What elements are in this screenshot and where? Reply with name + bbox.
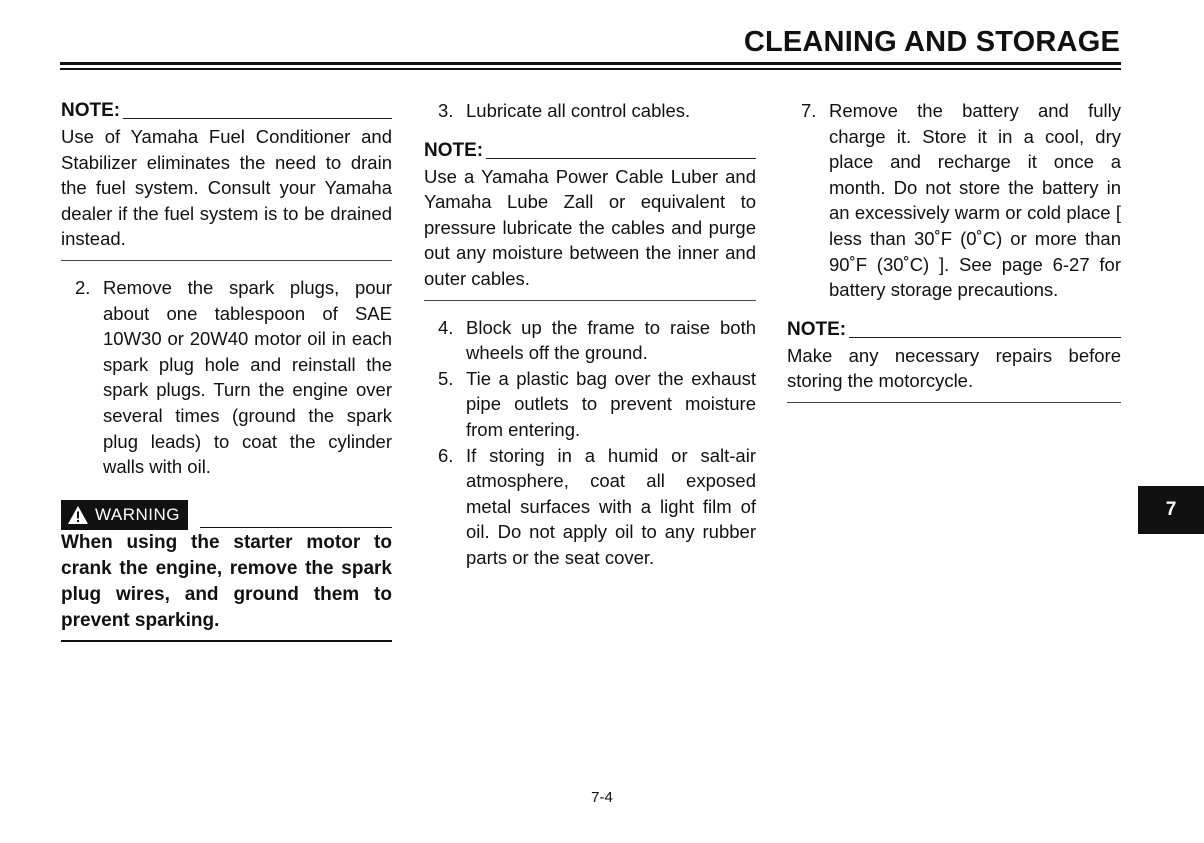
step-text: Remove the battery and fully charge it. Store it in a cool, dry place and recharge it once a month. Do not store the battery in an excessively warm or cold place [ less than 30˚F (0˚C) or more than 90˚F (30˚C) ]. See page 6-27 for battery storage precautions. — [829, 100, 1121, 301]
header-rule-thin — [60, 68, 1121, 70]
header-rule — [60, 62, 1121, 65]
step-text: Block up the frame to raise both wheels off the ground. — [466, 316, 756, 364]
step-text: Tie a plastic bag over the exhaust pipe outlets to prevent moisture from entering. — [466, 367, 756, 440]
step-number: 3. — [438, 100, 454, 121]
step-number: 4. — [438, 316, 454, 338]
warning-text: When using the starter motor to crank the engine, remove the spark plug wires, and ground them to prevent sparking. — [61, 531, 392, 631]
step-number: 2. — [75, 276, 91, 298]
page-title: CLEANING AND STORAGE — [743, 26, 1120, 58]
warning-triangle-icon — [67, 505, 89, 525]
step-number: 7. — [801, 100, 817, 121]
step-text: Lubricate all control cables. — [466, 100, 691, 121]
step-text: If storing in a humid or salt-air atmosphere, coat all exposed metal surfaces with a light film of oil. Do not apply oil to any rubber parts or the seat cover. — [466, 444, 756, 568]
list-item — [424, 443, 756, 571]
list-item — [787, 98, 1121, 303]
list-item — [61, 275, 392, 480]
chapter-tab-label: 7 — [1165, 499, 1177, 520]
list-item — [424, 366, 756, 443]
note-rule — [849, 337, 1121, 338]
chapter-tab — [1138, 486, 1204, 534]
warning-end-rule — [61, 640, 392, 642]
note-end-rule — [787, 402, 1121, 403]
step-number: 6. — [438, 444, 454, 466]
column-left — [61, 98, 392, 642]
note-label: NOTE: — [424, 140, 484, 161]
list-item — [424, 315, 756, 366]
step-number: 5. — [438, 367, 454, 389]
note-text: Make any necessary repairs before storing the motorcycle. — [787, 344, 1121, 392]
column-right — [787, 98, 1121, 403]
warning-badge — [61, 500, 188, 530]
note-rule — [486, 158, 756, 159]
note-rule — [123, 118, 392, 119]
list-item — [424, 98, 756, 124]
column-middle — [424, 98, 756, 571]
page-number: 7-4 — [591, 789, 613, 806]
note-text: Use a Yamaha Power Cable Luber and Yamaha Lube Zall or equivalent to pressure lubricate the cables and purge out any moisture between the inner and outer cables. — [424, 165, 756, 289]
warning-label: WARNING — [95, 505, 181, 525]
warning-rule — [200, 527, 392, 528]
note-end-rule — [424, 300, 756, 301]
note-text: Use of Yamaha Fuel Conditioner and Stabilizer eliminates the need to drain the fuel system. Consult your Yamaha dealer if the fuel system is to be drained instead. — [61, 126, 392, 250]
note-label: NOTE: — [61, 100, 121, 122]
note-heading — [787, 317, 1121, 343]
note-end-rule — [61, 260, 392, 261]
note-heading — [61, 98, 392, 124]
note-label: NOTE: — [787, 319, 847, 341]
step-text: Remove the spark plugs, pour about one tablespoon of SAE 10W30 or 20W40 motor oil in each spark plug hole and reinstall the spark plugs. Turn the engine over several times (ground the spark plug leads) to coat the cylinder walls with oil. — [103, 276, 392, 478]
note-heading — [424, 138, 756, 164]
warning-heading — [61, 500, 392, 530]
